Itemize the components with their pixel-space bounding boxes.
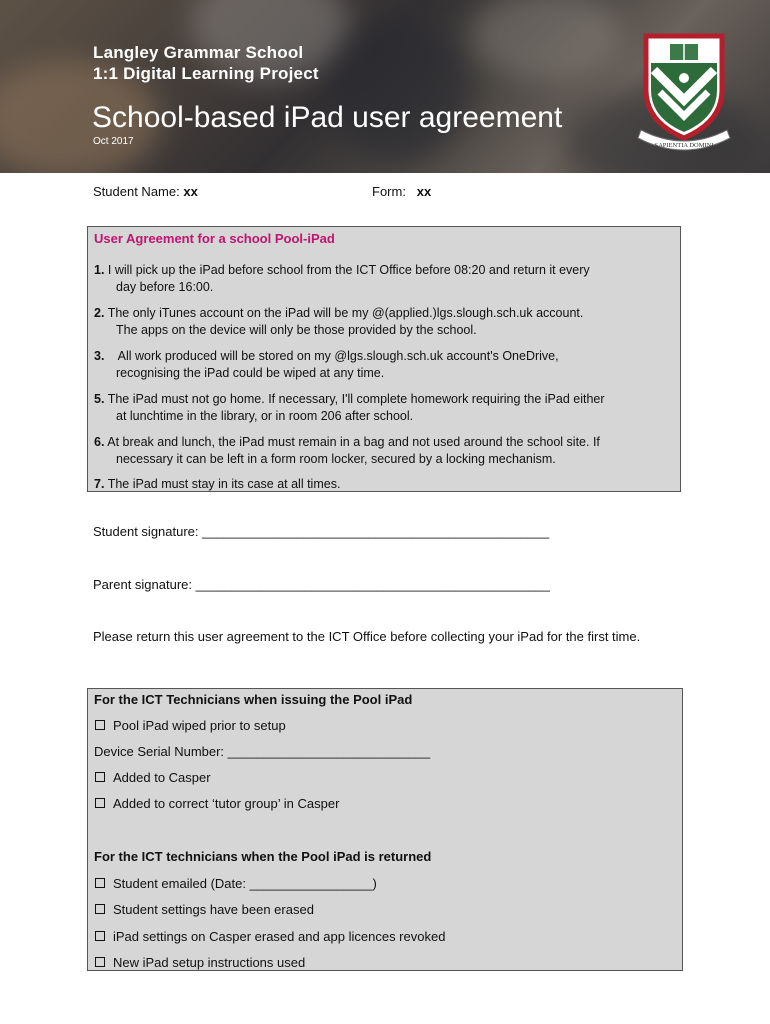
checklist-item[interactable]: Pool iPad wiped prior to setup	[94, 718, 286, 733]
agreement-rule: 5. The iPad must not go home. If necessary, I'll complete homework requiring the iPad either at lunchtime in the library, or in room 206 after school.	[94, 392, 605, 423]
checklist-item[interactable]: Student settings have been erased	[94, 902, 314, 917]
form-field	[372, 184, 431, 199]
student-name-value: xx	[183, 184, 198, 199]
agreement-rule: 1. I will pick up the iPad before school from the ICT Office before 08:20 and return it every day before 16:00.	[94, 263, 590, 294]
checkbox[interactable]	[95, 878, 105, 888]
serial-number-field[interactable]: Device Serial Number: ____________________________	[94, 744, 431, 759]
checklist-item[interactable]: Added to correct ‘tutor group’ in Casper	[94, 796, 339, 811]
page-title: School-based iPad user agreement	[92, 101, 563, 134]
checklist-item[interactable]: Added to Casper	[94, 770, 211, 785]
checkbox[interactable]	[95, 798, 105, 808]
student-signature-line[interactable]: Student signature: ________________________________________________	[93, 524, 550, 539]
student-name-label: Student Name:	[93, 184, 180, 199]
student-name-field	[93, 184, 198, 199]
agreement-heading: User Agreement for a school Pool-iPad	[94, 231, 335, 246]
project-name: 1:1 Digital Learning Project	[93, 64, 319, 83]
issuing-heading: For the ICT Technicians when issuing the Pool iPad	[94, 692, 413, 707]
checkbox[interactable]	[95, 904, 105, 914]
checkbox[interactable]	[95, 957, 105, 967]
form-value: xx	[416, 184, 432, 199]
school-crest-logo	[634, 30, 734, 160]
checklist-item[interactable]: New iPad setup instructions used	[94, 955, 305, 970]
checkbox[interactable]	[95, 931, 105, 941]
agreement-rule: 3. All work produced will be stored on my @lgs.slough.sch.uk account's OneDrive, recognising the iPad could be wiped at any time.	[94, 349, 559, 380]
returned-heading: For the ICT technicians when the Pool iPad is returned	[94, 849, 432, 864]
return-instructions: Please return this user agreement to the ICT Office before collecting your iPad for the first time.	[93, 629, 641, 644]
parent-signature-line[interactable]: Parent signature: _________________________________________________	[93, 577, 550, 592]
header-banner	[0, 0, 770, 173]
agreement-rule: 2. The only iTunes account on the iPad will be my @(applied.)lgs.slough.sch.uk account. The apps on the device will only be those provided by the school.	[94, 306, 584, 337]
agreement-rule: 7. The iPad must stay in its case at all times.	[94, 477, 341, 491]
technicians-box	[87, 688, 683, 971]
school-name: Langley Grammar School	[93, 43, 304, 62]
checkbox[interactable]	[95, 720, 105, 730]
agreement-rule: 6. At break and lunch, the iPad must remain in a bag and not used around the school site. If necessary it can be left in a form room locker, secured by a locking mechanism.	[94, 435, 600, 466]
checklist-item[interactable]: Student emailed (Date: _________________)	[94, 876, 377, 891]
user-agreement-box	[87, 226, 681, 492]
document-date: Oct 2017	[93, 136, 134, 147]
form-label: Form:	[372, 184, 406, 199]
crest-motto: SAPIENTIA DOMINI	[654, 142, 714, 149]
checkbox[interactable]	[95, 772, 105, 782]
checklist-item[interactable]: iPad settings on Casper erased and app licences revoked	[94, 929, 445, 944]
